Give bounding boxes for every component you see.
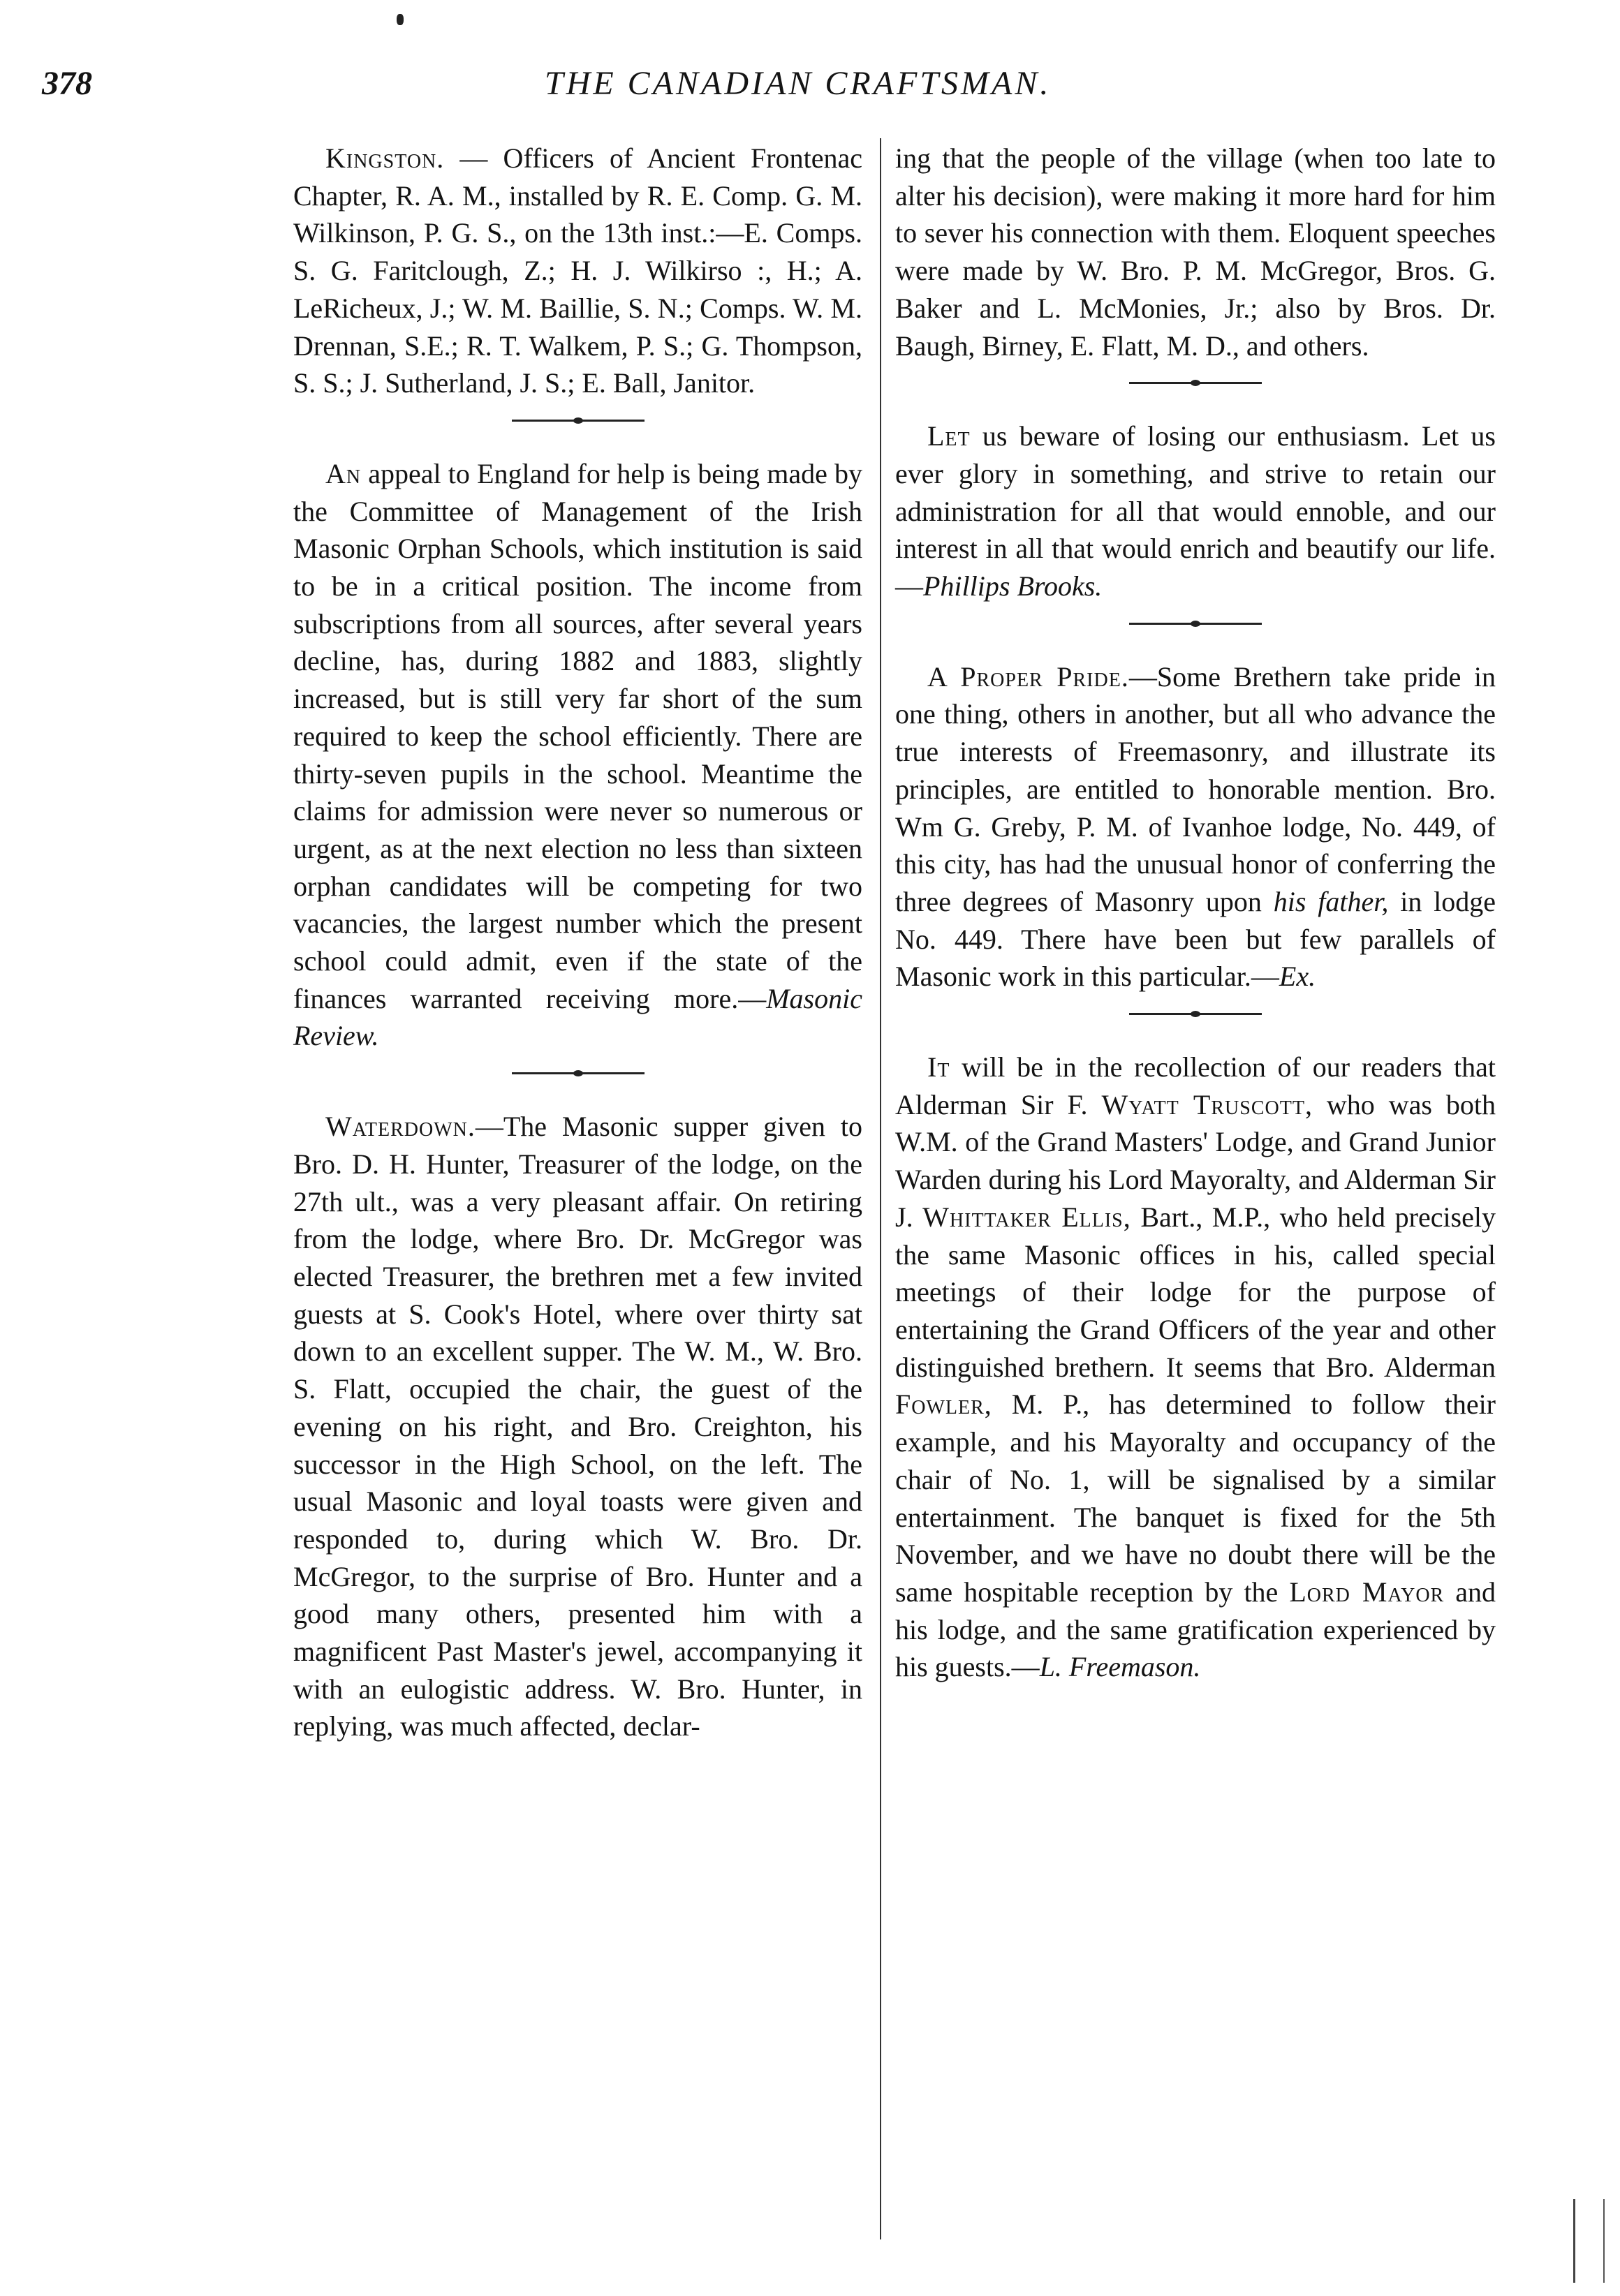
article-beware: [895, 417, 1496, 605]
article-lead: Waterdown.: [325, 1111, 476, 1143]
article-body: and his lodge, and the same gratification experienced by his guests.—: [895, 1576, 1496, 1683]
article-body: ing that the people of the village (when too late to alter his decision), were making it more hard for him to sever his connection with them. Eloquent speeches were made by W. Bro. P. M. McGregor, Bros. G. Baker and L. McMonies, Jr.; also by Bros. Dr. Baugh, Birney, E. Flatt, M. D., and others.: [895, 142, 1496, 362]
article-body: us beware of losing our enthusiasm. Let us ever glory in something, and strive to retain our administration for all that would ennoble, and our interest in all that would enrich and beautify our life.—: [895, 420, 1496, 602]
right-column: [895, 140, 1496, 1703]
person-name: Whittaker Ellis,: [922, 1201, 1131, 1233]
article-lead: A Proper Pride.: [927, 660, 1129, 692]
person-name: Fowler,: [895, 1388, 992, 1421]
separator: [1129, 623, 1262, 625]
article-source: Ex.: [1279, 961, 1316, 993]
article-source: L. Freemason.: [1039, 1651, 1201, 1683]
column-divider: [880, 138, 881, 2239]
article-lead: It: [927, 1051, 950, 1083]
article-body: in lodge No. 449. There have been but few parallels of Masonic work in this particular.—: [895, 885, 1496, 993]
separator: [1129, 382, 1262, 384]
article-lead: An: [325, 457, 362, 489]
person-name: Wyatt Truscott,: [1101, 1088, 1313, 1120]
article-waterdown: [293, 1108, 862, 1745]
page-header: [0, 64, 1620, 113]
article-appeal: [293, 455, 862, 1055]
article-body: —Some Brethern take pride in one thing, others in another, but all who advance the true interests of Freemasonry, and illustrate its principles, are entitled to honorable mention. Bro. Wm G. Greby, P. M. of Ivanhoe lodge, No. 449, of this city, has had the unusual honor of conferring the three degrees of Masonry upon: [895, 660, 1496, 917]
article-body: Bart., M.P., who held precisely the same Masonic offices in his, called special meetings of their lodge for the purpose of entertaining the Grand Officers of the year and other distinguished brethern. It seems that Bro. Alderman: [895, 1201, 1496, 1383]
ink-speck: [397, 14, 404, 25]
article-body: will be in the recollection of our readers that Alderman Sir F.: [895, 1051, 1496, 1120]
article-kingston: [293, 140, 862, 402]
separator: [512, 1072, 645, 1074]
article-emphasis: his father,: [1273, 885, 1389, 917]
article-body: — Officers of Ancient Frontenac Chapter, R. A. M., installed by R. E. Comp. G. M. Wilkinson, P. G. S., on the 13th inst.:—E. Comps. S. G. Faritclough, Z.; H. J. Wilkirso :, H.; A. LeRicheux, J.; W. M. Baillie, S. N.; Comps. W. M. Drennan, S.E.; R. T. Walkem, P. S.; G. Thompson, S. S.; J. Sutherland, J. S.; E. Ball, Janitor.: [293, 142, 862, 399]
page-number: 378: [42, 65, 92, 102]
running-title: THE CANADIAN CRAFTSMAN.: [545, 65, 1052, 102]
article-source: Masonic Review.: [293, 982, 862, 1052]
article-proper-pride: [895, 658, 1496, 995]
person-name: Lord Mayor: [1289, 1576, 1445, 1608]
article-body: appeal to England for help is being made by the Committee of Management of the Irish Masonic Orphan Schools, which institution is said to be in a critical position. The income from subscriptions from all sources, after several years decline, has, during 1882 and 1883, slightly increased, but is still very far short of the sum required to keep the school efficiently. There are thirty-seven pupils in the school. Meantime the claims for admission were never so numerous or urgent, as at the next election no less than sixteen orphan candidates will be competing for two vacancies, the largest number which the present school could admit, even if the state of the finances warranted receiving more.—: [293, 457, 862, 1014]
separator: [512, 420, 645, 422]
article-body: M. P., has determined to follow their example, and his Mayoralty and occupancy of the chair of No. 1, will be signalised by a similar entertainment. The banquet is fixed for the 5th November, and we have no doubt there will be the same hospitable reception by the: [895, 1388, 1496, 1608]
article-lead: Kingston.: [325, 142, 445, 174]
article-source: Phillips Brooks.: [923, 570, 1103, 602]
left-column: [293, 140, 862, 1763]
article-waterdown-continued: [895, 140, 1496, 364]
binding-edge: [1573, 2199, 1605, 2283]
article-body: —The Masonic supper given to Bro. D. H. Hunter, Treasurer of the lodge, on the 27th ult., was a very pleasant affair. On retiring from the lodge, where Bro. Dr. McGregor was elected Treasurer, the brethren met a few invited guests at S. Cook's Hotel, where over thirty sat down to an excellent supper. The W. M., W. Bro. S. Flatt, occupied the chair, the guest of the evening on his right, and Bro. Creighton, his successor in the High School, on the left. The usual Masonic and loyal toasts were given and responded to, during which W. Bro. Dr. McGregor, to the surprise of Bro. Hunter and a good many others, presented him with a magnificent Past Master's jewel, accompanying it with an eulogistic address. W. Bro. Hunter, in replying, was much affected, declar-: [293, 1111, 862, 1742]
article-recollection: [895, 1049, 1496, 1686]
article-body: who was both W.M. of the Grand Masters' Lodge, and Grand Junior Warden during his Lord Mayoralty, and Alderman Sir J.: [895, 1088, 1496, 1233]
separator: [1129, 1013, 1262, 1015]
article-lead: Let: [927, 420, 971, 452]
